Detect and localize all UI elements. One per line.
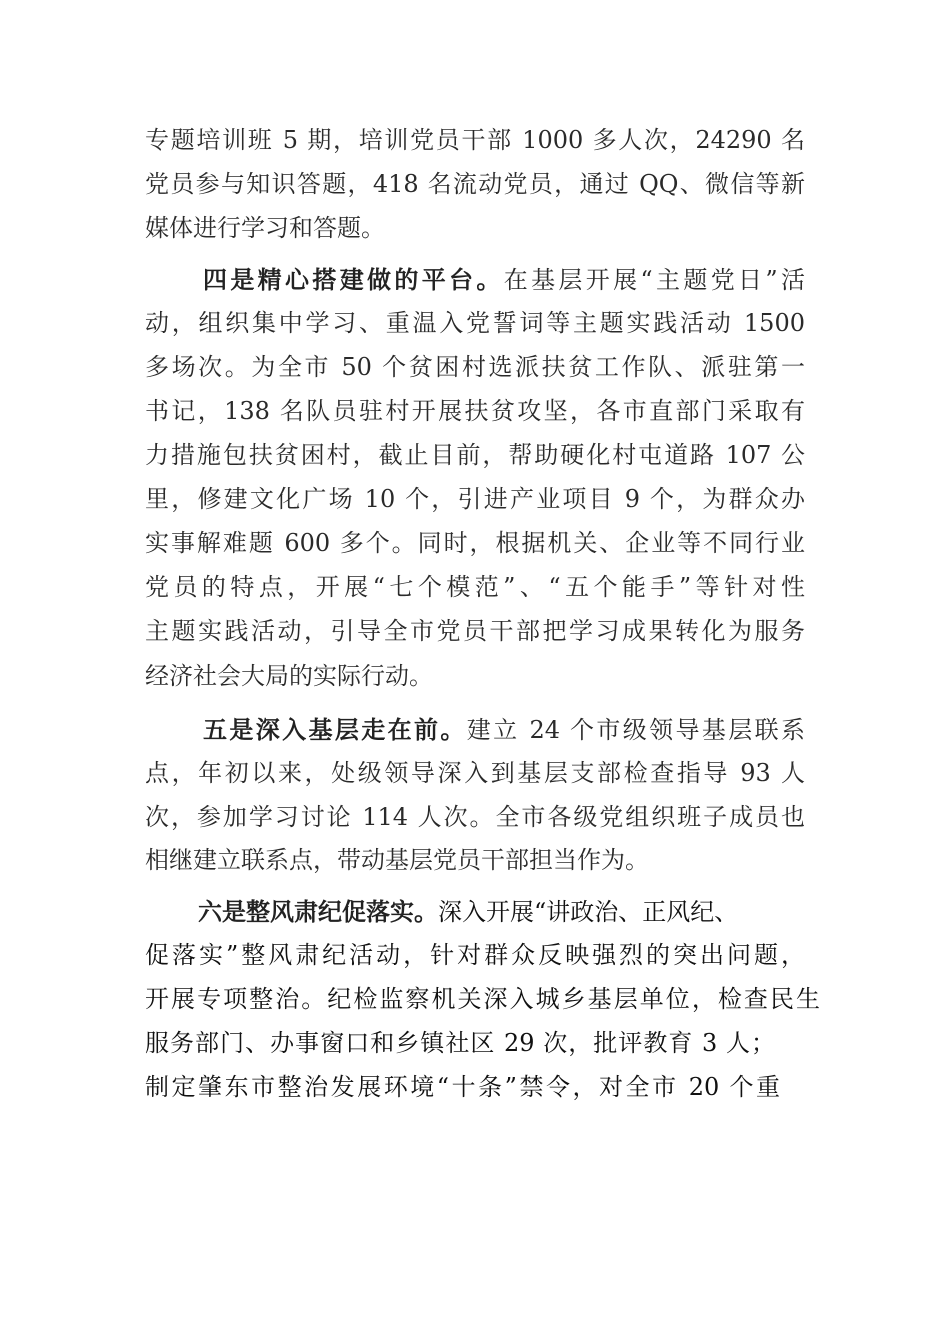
text-line: 制定肇东市整治发展环境“十条”禁令，对全市 20 个重 — [145, 1073, 780, 1101]
text-span: 建立 24 个市级领导基层联系 — [466, 716, 806, 744]
text-line: 专题培训班 5 期，培训党员干部 1000 多人次，24290 名 — [145, 126, 805, 154]
paragraph-first-line — [203, 715, 805, 745]
paragraph-heading: 五是深入基层走在前。 — [203, 716, 467, 744]
text-line: 里，修建文化广场 10 个，引进产业项目 9 个，为群众办 — [145, 485, 805, 513]
text-line: 书记，138 名队员驻村开展扶贫攻坚，各市直部门采取有 — [145, 397, 805, 425]
paragraph-first-line — [203, 265, 805, 295]
paragraph-heading: 六是整风肃纪促落实。 — [198, 898, 438, 926]
text-line: 力措施包扶贫困村，截止目前，帮助硬化村屯道路 107 公 — [145, 441, 805, 469]
text-line: 主题实践活动，引导全市党员干部把学习成果转化为服务 — [145, 617, 805, 645]
text-span: 在基层开展“主题党日”活 — [503, 266, 805, 294]
text-line: 服务部门、办事窗口和乡镇社区 29 次，批评教育 3 人； — [145, 1029, 775, 1057]
text-line: 党员的特点，开展“七个模范”、“五个能手”等针对性 — [145, 573, 805, 601]
text-line: 点，年初以来，处级领导深入到基层支部检查指导 93 人 — [145, 759, 805, 787]
text-line: 相继建立联系点，带动基层党员干部担当作为。 — [145, 846, 649, 874]
text-line: 促落实”整风肃纪活动，针对群众反映强烈的突出问题， — [145, 941, 805, 969]
text-line: 媒体进行学习和答题。 — [145, 214, 385, 242]
text-span: 深入开展“讲政治、正风纪、 — [438, 898, 739, 926]
text-line: 经济社会大局的实际行动。 — [145, 662, 433, 690]
text-line: 次，参加学习讨论 114 人次。全市各级党组织班子成员也 — [145, 803, 805, 831]
text-line: 开展专项整治。纪检监察机关深入城乡基层单位，检查民生 — [145, 985, 820, 1013]
text-line: 实事解难题 600 多个。同时，根据机关、企业等不同行业 — [145, 529, 805, 557]
paragraph-first-line — [198, 897, 800, 927]
text-line: 党员参与知识答题，418 名流动党员，通过 QQ、微信等新 — [145, 170, 805, 198]
text-line: 动，组织集中学习、重温入党誓词等主题实践活动 1500 — [145, 309, 805, 337]
paragraph-heading: 四是精心搭建做的平台。 — [203, 266, 504, 294]
text-line: 多场次。为全市 50 个贫困村选派扶贫工作队、派驻第一 — [145, 353, 805, 381]
